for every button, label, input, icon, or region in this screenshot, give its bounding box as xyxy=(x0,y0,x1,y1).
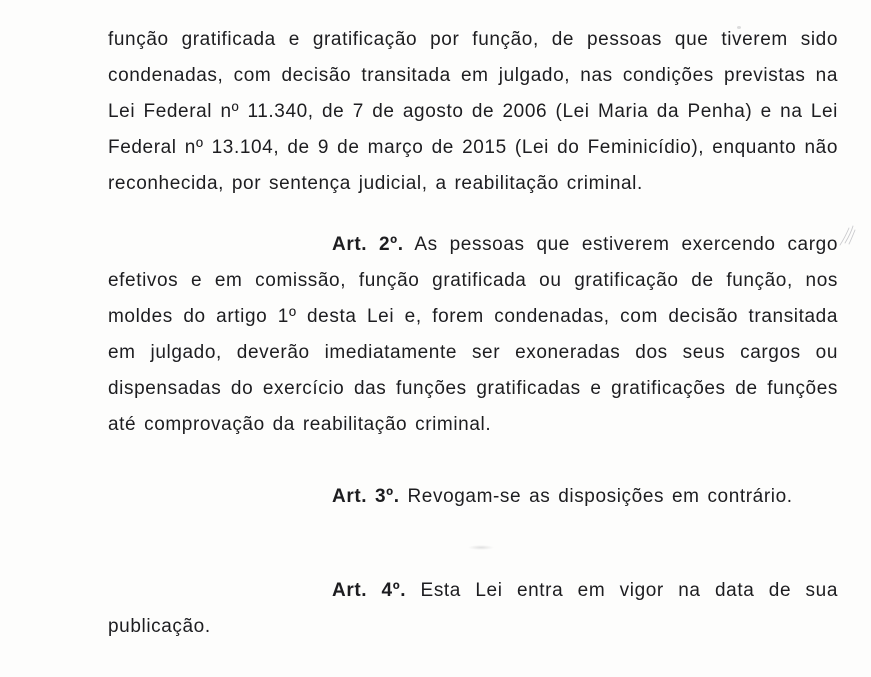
paragraph-article-3 xyxy=(108,479,838,515)
article-3-number-label: Art. 3º. xyxy=(332,486,400,507)
article-4-number-label: Art. 4º. xyxy=(332,580,407,601)
paragraph-continuation-text: função gratificada e gratificação por função, de pessoas que tiverem sido condenadas, com decisão transitada em julgado, nas condições previstas na Lei Federal nº 11.340, de 7 de agosto de 2006 (Lei Maria da Penha) e na Lei Federal nº 13.104, de 9 de março de 2015 (Lei do Feminicídio), enquanto não reconhecida, por sentença judicial, a reabilitação criminal. xyxy=(108,29,838,194)
article-2-text: As pessoas que estiverem exercendo cargo efetivos e em comissão, função gratificada ou gratificação de função, nos moldes do artigo 1º desta Lei e, forem condenadas, com decisão transitada em julgado, deverão imediatamente ser exoneradas dos seus cargos ou dispensadas do exercício das funções gratificadas e gratificações de funções até comprovação da reabilitação criminal. xyxy=(108,234,838,435)
article-3-text: Revogam-se as disposições em contrário. xyxy=(407,486,793,507)
scan-smudge-faint-artifact xyxy=(468,545,494,550)
paragraph-article-2 xyxy=(108,227,838,443)
article-4-text: Esta Lei entra em vigor na data de sua publicação. xyxy=(108,580,838,637)
paragraph-continuation xyxy=(108,22,838,202)
scan-smudge-artifact xyxy=(836,221,860,249)
paragraph-article-4 xyxy=(108,573,838,645)
article-2-number-label: Art. 2º. xyxy=(332,234,404,255)
